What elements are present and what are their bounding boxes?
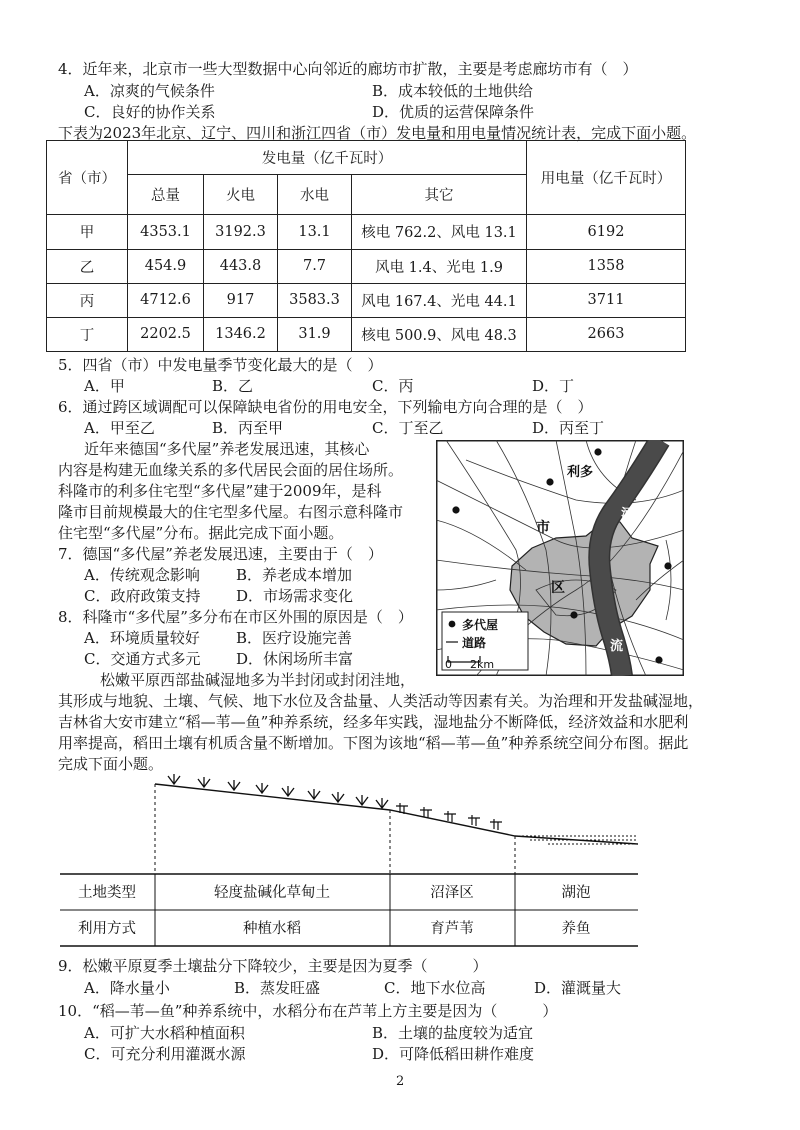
- cell: 3192.3: [204, 215, 278, 249]
- q5-option-b: B．乙: [212, 377, 254, 395]
- q9-option-d: D．灌溉量大: [534, 979, 622, 997]
- cell-soil: 轻度盐碱化草甸土: [214, 885, 330, 901]
- cell: 6192: [527, 215, 686, 249]
- electricity-table: [46, 140, 686, 352]
- reed-icon: [468, 815, 480, 826]
- q7-option-d: D．市场需求变化: [236, 587, 354, 605]
- legend-road-label: 道路: [462, 636, 487, 650]
- q6-stem: 6．通过跨区域调配可以保障缺电省份的用电安全，下列输电方向合理的是（ ）: [58, 398, 593, 416]
- rice-icon: [332, 792, 344, 802]
- cell: 4353.1: [128, 215, 204, 249]
- q5-option-d: D．丁: [532, 377, 575, 395]
- q7-option-b: B．养老成本增加: [236, 566, 353, 584]
- cell-swamp: 沼泽区: [430, 885, 474, 901]
- cell-lake: 湖泡: [561, 885, 591, 901]
- songnen-intro-line-4: 用率提高，稻田土壤有机质含量不断增加。下图为该地“稻—苇—鱼”种养系统空间分布图。据此: [58, 734, 689, 752]
- label-city-qu: 区: [551, 580, 565, 596]
- cell: 31.9: [278, 317, 352, 351]
- q10-stem: 10．“稻—苇—鱼”种养系统中，水稻分布在芦苇上方主要是因为（ ）: [58, 1002, 558, 1020]
- cologne-map: [436, 440, 684, 676]
- q4-option-d: D．优质的运营保障条件: [372, 103, 535, 121]
- q6-option-d: D．丙至丁: [532, 419, 605, 437]
- q8-option-d: D．休闲场所丰富: [236, 650, 354, 668]
- house-marker: [594, 448, 601, 455]
- q6-option-b: B．丙至甲: [212, 419, 284, 437]
- scale-zero: 0: [445, 658, 452, 671]
- header-province: 省（市）: [47, 141, 128, 215]
- q9-stem: 9．松嫩平原夏季土壤盐分下降较少，主要是因为夏季（ ）: [58, 957, 488, 975]
- legend-house-icon: [449, 621, 456, 628]
- rice-icon: [198, 777, 210, 787]
- germany-intro-line-1: 近年来德国“多代屋”养老发展迅速，其核心: [84, 440, 370, 458]
- q6-option-c: C．丁至乙: [372, 419, 444, 437]
- songnen-intro-line-1: 松嫩平原西部盐碱湿地多为半封闭或封闭洼地，: [100, 671, 416, 689]
- q10-option-b: B．土壤的盐度较为适宜: [372, 1024, 534, 1042]
- profile-table: [60, 874, 638, 946]
- reed-icon: [444, 811, 456, 822]
- songnen-intro-line-3: 吉林省大安市建立“稻—苇—鱼”种养系统，经多年实践，湿地盐分不断降低，经济效益和水肥利: [58, 713, 689, 731]
- songnen-intro-line-5: 完成下面小题。: [58, 755, 164, 773]
- germany-intro-line-4: 隆市目前规模最大的住宅型多代屋。右图示意科隆市: [58, 503, 404, 521]
- germany-intro-line-5: 住宅型“多代屋”分布。据此完成下面小题。: [58, 524, 344, 542]
- cell: 4712.6: [128, 283, 204, 317]
- rice-icon: [356, 795, 368, 805]
- q7-option-c: C．政府政策支持: [84, 587, 201, 605]
- q10-option-c: C．可充分利用灌溉水源: [84, 1045, 246, 1063]
- cell: 13.1: [278, 215, 352, 249]
- cell: 1358: [527, 249, 686, 283]
- rice-icon: [256, 783, 268, 793]
- q9-option-b: B．蒸发旺盛: [234, 979, 321, 997]
- house-marker: [655, 656, 662, 663]
- cell: 核电 762.2、风电 13.1: [352, 215, 527, 249]
- q10-option-a: A．可扩大水稻种植面积: [84, 1024, 245, 1042]
- subheader-total: 总量: [128, 175, 204, 215]
- page-number: 2: [396, 1074, 405, 1089]
- germany-intro-line-2: 内容是构建无血缘关系的多代居民会面的居住场所。: [58, 461, 404, 479]
- q4-stem: 4．近年来，北京市一些大型数据中心向邻近的廊坊市扩散，主要是考虑廊坊市有（ ）: [58, 60, 638, 78]
- cell: 3583.3: [278, 283, 352, 317]
- rice-icon: [308, 789, 320, 799]
- table-row: [47, 283, 686, 317]
- subheader-thermal: 火电: [204, 175, 278, 215]
- cell: 2663: [527, 317, 686, 351]
- cell: 风电 1.4、光电 1.9: [352, 249, 527, 283]
- rice-icon: [282, 786, 294, 796]
- cell: 1346.2: [204, 317, 278, 351]
- header-consumption: 用电量（亿千瓦时）: [527, 141, 686, 215]
- reed-plants: [396, 803, 502, 830]
- q9-option-a: A．降水量小: [84, 979, 170, 997]
- subheader-other: 其它: [352, 175, 527, 215]
- legend-house-label: 多代屋: [462, 618, 499, 632]
- rice-plants: [168, 774, 388, 808]
- cell: 7.7: [278, 249, 352, 283]
- cell: 2202.5: [128, 317, 204, 351]
- cell-reed: 育芦苇: [430, 921, 474, 937]
- q8-stem: 8．科隆市“多代屋”多分布在市区外围的原因是（ ）: [58, 608, 413, 626]
- house-marker: [546, 478, 553, 485]
- rice-icon: [168, 774, 180, 784]
- rice-reed-fish-profile: [60, 770, 638, 948]
- cell: 917: [204, 283, 278, 317]
- rice-icon: [228, 780, 240, 790]
- label-river-liu: 流: [610, 639, 624, 654]
- germany-intro-line-3: 科隆市的利多住宅型“多代屋”建于2009年，是科: [58, 482, 382, 500]
- cell-rice: 种植水稻: [243, 921, 301, 937]
- table-row: [47, 249, 686, 283]
- q6-option-a: A．甲至乙: [84, 419, 155, 437]
- q5-option-c: C．丙: [372, 377, 414, 395]
- subheader-hydro: 水电: [278, 175, 352, 215]
- q9-option-c: C．地下水位高: [384, 979, 486, 997]
- q5-stem: 5．四省（市）中发电量季节变化最大的是（ ）: [58, 356, 383, 374]
- label-city-shi: 市: [536, 520, 550, 536]
- q4-option-a: A．凉爽的气候条件: [84, 82, 215, 100]
- cell: 3711: [527, 283, 686, 317]
- row-label-land-use: 利用方式: [78, 921, 136, 937]
- label-river-he: 河: [621, 507, 635, 522]
- q4-option-c: C．良好的协作关系: [84, 103, 216, 121]
- q8-option-c: C．交通方式多元: [84, 650, 201, 668]
- label-lido: 利多: [567, 465, 594, 480]
- q4-option-b: B．成本较低的土地供给: [372, 82, 534, 100]
- rice-icon: [376, 798, 388, 808]
- header-generation: 发电量（亿千瓦时）: [128, 141, 527, 175]
- reed-icon: [490, 819, 502, 830]
- q10-option-d: D．可降低稻田耕作难度: [372, 1045, 535, 1063]
- cell-fish: 养鱼: [561, 921, 591, 937]
- table-intro: 下表为2023年北京、辽宁、四川和浙江四省（市）发电量和用电量情况统计表，完成下面小题。: [58, 124, 697, 142]
- terrain-line: [155, 784, 638, 844]
- q8-option-b: B．医疗设施完善: [236, 629, 353, 647]
- row-label-land-type: 土地类型: [78, 885, 136, 901]
- songnen-intro-line-2: 其形成与地貌、土壤、气候、地下水位及含盐量、人类活动等因素有关。为治理和开发盐碱湿地，: [58, 692, 704, 710]
- q8-option-a: A．环境质量较好: [84, 629, 200, 647]
- cell: 454.9: [128, 249, 204, 283]
- cell: 乙: [47, 249, 128, 283]
- cell: 甲: [47, 215, 128, 249]
- house-marker: [452, 506, 459, 513]
- cell: 风电 167.4、光电 44.1: [352, 283, 527, 317]
- cell: 丁: [47, 317, 128, 351]
- q7-option-a: A．传统观念影响: [84, 566, 200, 584]
- cell: 核电 500.9、风电 48.3: [352, 317, 527, 351]
- q5-option-a: A．甲: [84, 377, 125, 395]
- house-marker: [570, 611, 577, 618]
- scale-km: 2km: [470, 658, 495, 671]
- cell: 443.8: [204, 249, 278, 283]
- cell: 丙: [47, 283, 128, 317]
- table-row: [47, 215, 686, 249]
- q7-stem: 7．德国“多代屋”养老发展迅速，主要由于（ ）: [58, 545, 383, 563]
- table-row: [47, 317, 686, 351]
- house-marker: [664, 562, 671, 569]
